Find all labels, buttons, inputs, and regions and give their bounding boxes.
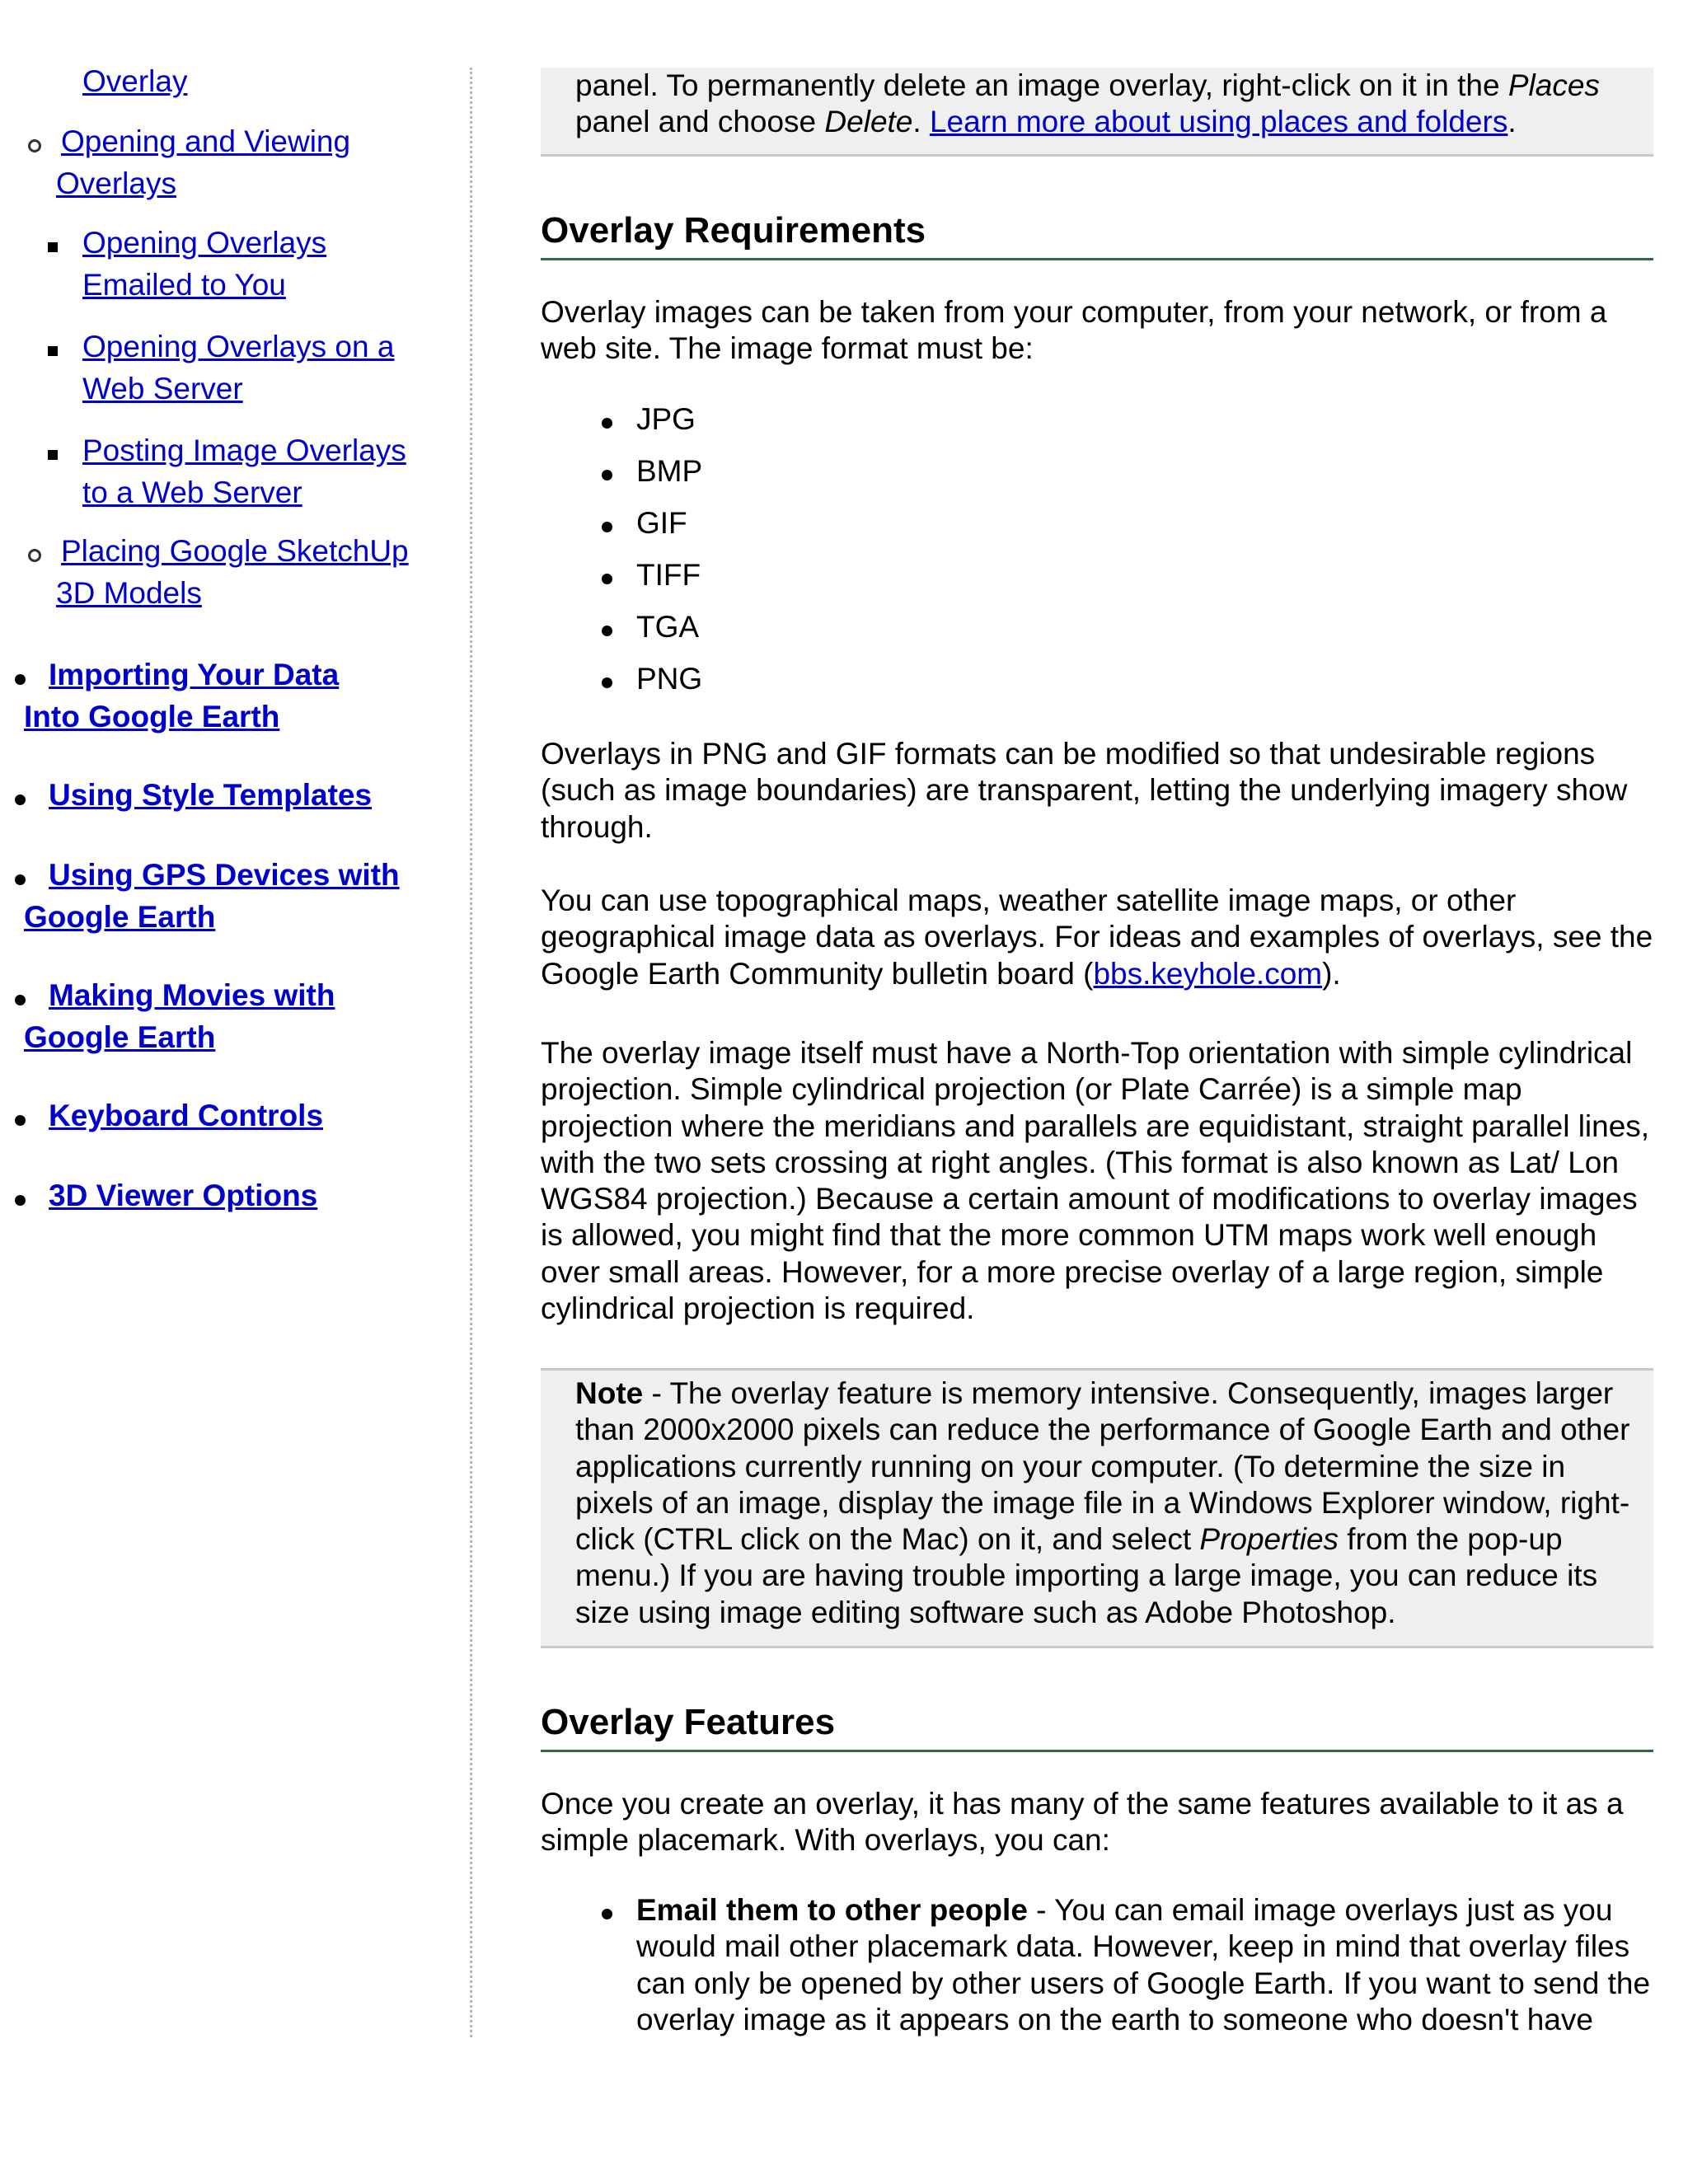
toc-link-line1[interactable]: Opening Overlays on a xyxy=(82,330,395,363)
requirements-intro: Overlay images can be taken from your computer, from your network, or from a web site. The image format must be: xyxy=(541,295,1607,366)
toc-link-line2[interactable]: Emailed to You xyxy=(82,268,286,302)
disc-bullet-icon xyxy=(602,1909,612,1919)
toc-link-line2[interactable]: to a Web Server xyxy=(82,476,302,509)
toc-link-line1[interactable]: Placing Google SketchUp xyxy=(61,534,409,568)
toc-link-line2[interactable]: Google Earth xyxy=(24,1020,216,1054)
note-callout: Note - The overlay feature is memory intensive. Consequently, images larger than 2000x2000 pixels can reduce the performance of Google Earth and other applications currently running on your computer. (To determine the size in pixels of an image, display the image file in a Windows Explorer window, right-click (CTRL click on the Mac) on it, and select Properties from the pop-up menu.) If you are having trouble importing a large image, you can reduce its size using image editing software such as Adobe Photoshop. xyxy=(541,1368,1653,1648)
toc-link-line2[interactable]: Into Google Earth xyxy=(24,700,280,733)
callout-line1: panel. To permanently delete an image overlay, right-click on it in the Places xyxy=(575,68,1600,102)
learn-more-places-link[interactable]: Learn more about using places and folders xyxy=(929,105,1508,139)
toc-link-line1[interactable]: Opening and Viewing xyxy=(61,124,351,158)
callout-line2: panel and choose Delete. Learn more about using places and folders. xyxy=(575,105,1517,139)
toc-link-line2[interactable]: Google Earth xyxy=(24,900,216,934)
disc-bullet-icon xyxy=(602,522,612,532)
format-item: GIF xyxy=(602,503,702,555)
disc-bullet-icon xyxy=(15,794,26,805)
features-intro: Once you create an overlay, it has many of the same features available to it as a simple placemark. With overlays, you can: xyxy=(541,1787,1624,1858)
section-heading-features: Overlay Features xyxy=(541,1700,1653,1752)
toc-link-line1[interactable]: Importing Your Data xyxy=(49,658,340,691)
format-item: TIFF xyxy=(602,555,702,607)
toc-link-line1[interactable]: Opening Overlays xyxy=(82,226,327,260)
disc-bullet-icon xyxy=(602,677,612,688)
disc-bullet-icon xyxy=(602,626,612,636)
toc-link-line1[interactable]: Making Movies with xyxy=(49,978,335,1012)
disc-bullet-icon xyxy=(602,470,612,480)
format-list xyxy=(602,399,702,710)
toc-link-line1[interactable]: Keyboard Controls xyxy=(49,1099,324,1132)
section-heading-requirements: Overlay Requirements xyxy=(541,209,1653,260)
format-item: BMP xyxy=(602,451,702,503)
toc-link-line1[interactable]: Posting Image Overlays xyxy=(82,434,406,467)
top-callout xyxy=(541,68,1653,157)
format-item: PNG xyxy=(602,658,702,710)
sidebar-toc xyxy=(0,0,470,2184)
disc-bullet-icon xyxy=(15,874,26,885)
toc-link-line2[interactable]: Overlays xyxy=(56,166,176,200)
maps-paragraph: You can use topographical maps, weather satellite image maps, or other geographical image data as overlays. For ideas and examples of overlays, see the Google Earth Community bulletin board (bbs.keyhole.com). xyxy=(541,883,1653,991)
toc-link-line1[interactable]: Using GPS Devices with xyxy=(49,858,400,892)
sidebar-divider xyxy=(470,68,472,2037)
square-bullet-icon xyxy=(48,242,58,252)
toc-link-line2[interactable]: 3D Models xyxy=(56,576,202,610)
toc-link-line2[interactable]: Web Server xyxy=(82,372,243,405)
toc-link[interactable]: Overlay xyxy=(82,64,188,98)
format-item: JPG xyxy=(602,399,702,451)
disc-bullet-icon xyxy=(15,674,26,685)
disc-bullet-icon xyxy=(15,1195,26,1206)
circle-bullet-icon xyxy=(28,549,41,562)
note-label: Note xyxy=(575,1376,644,1410)
circle-bullet-icon xyxy=(28,139,41,152)
toc-link-line1[interactable]: Using Style Templates xyxy=(49,778,373,812)
toc-link-line1[interactable]: 3D Viewer Options xyxy=(49,1179,318,1212)
disc-bullet-icon xyxy=(15,1115,26,1126)
toc-item-overlay[interactable] xyxy=(82,61,187,102)
square-bullet-icon xyxy=(48,450,58,460)
feature-item-email: Email them to other people - You can email image overlays just as you would mail other placemark data. However, keep in mind that overlay files can only be opened by other users of Google Earth. If you want to send the overlay image as it appears on the earth to someone who doesn't have xyxy=(602,1892,1657,2038)
disc-bullet-icon xyxy=(15,995,26,1005)
bbs-keyhole-link[interactable]: bbs.keyhole.com xyxy=(1093,956,1323,991)
square-bullet-icon xyxy=(48,346,58,356)
format-item: TGA xyxy=(602,607,702,658)
disc-bullet-icon xyxy=(602,418,612,429)
disc-bullet-icon xyxy=(602,574,612,584)
transparency-paragraph: Overlays in PNG and GIF formats can be modified so that undesirable regions (such as image boundaries) are transparent, letting the underlying imagery show through. xyxy=(541,737,1628,844)
projection-paragraph: The overlay image itself must have a North-Top orientation with simple cylindrical projection. Simple cylindrical projection (or Plate Carrée) is a simple map projection where the meridians and parallels are equidistant, straight parallel lines, with the two sets crossing at right angles. (This format is also known as Lat/ Lon WGS84 projection.) Because a certain amount of modifications to overlay images is allowed, you might find that the more common UTM maps work well enough over small areas. However, for a more precise overlay of a large region, simple cylindrical projection is required. xyxy=(541,1036,1650,1326)
